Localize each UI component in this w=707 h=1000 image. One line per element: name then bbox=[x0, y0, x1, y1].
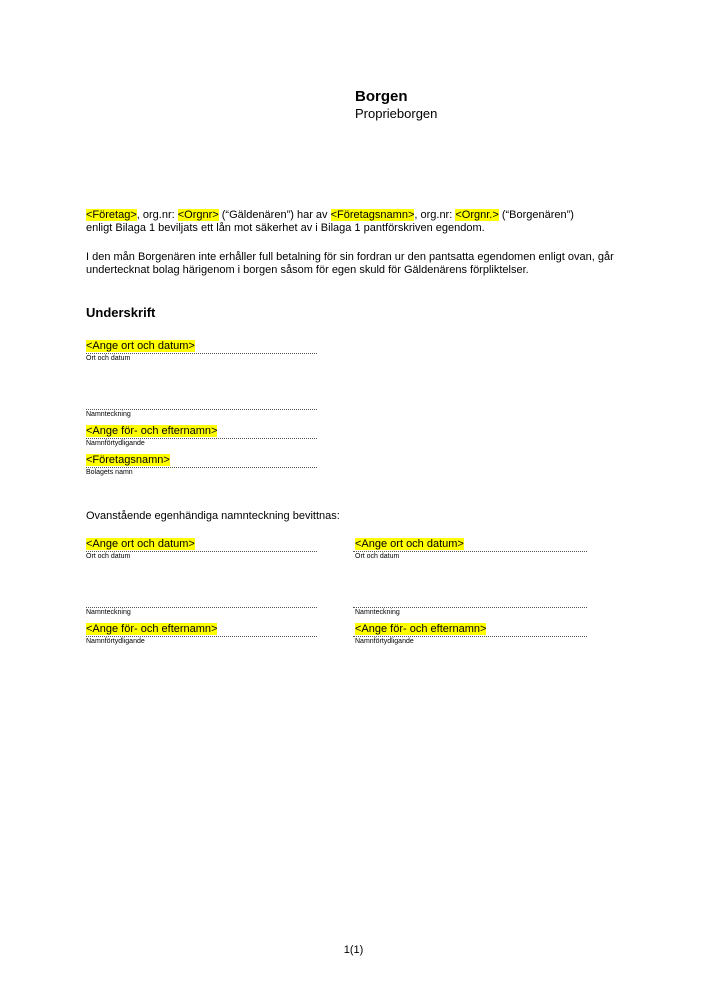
signature-caption: Namnteckning bbox=[86, 411, 131, 418]
witness-intro: Ovanstående egenhändiga namnteckning bevittnas: bbox=[86, 510, 340, 522]
witness-2-name-field[interactable]: <Ange för- och efternamn> bbox=[355, 623, 487, 635]
intro-text-guarantor: (“Borgenären”) bbox=[498, 209, 574, 221]
signature-line[interactable] bbox=[86, 409, 317, 410]
intro-line-2: enligt Bilaga 1 beviljats ett lån mot säkerhet av i Bilaga 1 pantförskriven egendom. bbox=[86, 222, 485, 234]
intro-text-debtor: (“Gäldenären”) har av bbox=[218, 209, 331, 221]
company-name-field[interactable]: <Företagsnamn> bbox=[86, 454, 170, 466]
witness-1-place-date-caption: Ort och datum bbox=[86, 553, 131, 560]
orgnr-2-placeholder[interactable]: <Orgnr.> bbox=[455, 209, 499, 221]
witness-2-signature-caption: Namnteckning bbox=[355, 609, 400, 616]
witness-1-place-date-line bbox=[86, 551, 317, 552]
page-number: 1(1) bbox=[343, 944, 364, 956]
place-date-line bbox=[86, 353, 317, 354]
witness-1-signature-caption: Namnteckning bbox=[86, 609, 131, 616]
signature-heading: Underskrift bbox=[86, 305, 156, 320]
intro-line-1 bbox=[86, 209, 646, 222]
witness-1-name-caption: Namnförtydligande bbox=[86, 638, 145, 645]
company-name-placeholder[interactable]: <Företagsnamn> bbox=[330, 209, 415, 221]
witness-1-signature-line[interactable] bbox=[86, 607, 317, 608]
name-caption: Namnförtydligande bbox=[86, 440, 145, 447]
name-line bbox=[86, 438, 317, 439]
intro-text-orgnr: , org.nr: bbox=[136, 209, 178, 221]
witness-2-place-date-line bbox=[353, 551, 587, 552]
witness-2-signature-line[interactable] bbox=[353, 607, 587, 608]
company-name-line bbox=[86, 467, 317, 468]
document-title: Borgen bbox=[355, 88, 408, 105]
witness-1-name-line bbox=[86, 636, 317, 637]
place-date-caption: Ort och datum bbox=[86, 355, 131, 362]
guarantee-paragraph: I den mån Borgenären inte erhåller full betalning för sin fordran ur den pantsatta egendomen enligt ovan, går undertecknat bolag härigenom i borgen såsom för egen skuld för Gäldenärens förpliktelser. bbox=[86, 251, 614, 276]
witness-1-place-date-field[interactable]: <Ange ort och datum> bbox=[86, 538, 195, 550]
name-field[interactable]: <Ange för- och efternamn> bbox=[86, 425, 218, 437]
orgnr-placeholder[interactable]: <Orgnr> bbox=[177, 209, 219, 221]
witness-2-place-date-caption: Ort och datum bbox=[355, 553, 400, 560]
company-placeholder[interactable]: <Företag> bbox=[86, 209, 137, 221]
document-subtitle: Proprieborgen bbox=[355, 106, 438, 121]
witness-2-name-line bbox=[353, 636, 587, 637]
company-name-caption: Bolagets namn bbox=[86, 469, 133, 476]
place-date-field[interactable]: <Ange ort och datum> bbox=[86, 340, 195, 352]
witness-1-name-field[interactable]: <Ange för- och efternamn> bbox=[86, 623, 218, 635]
intro-paragraph bbox=[86, 209, 646, 235]
intro-text-orgnr-2: , org.nr: bbox=[414, 209, 456, 221]
witness-2-name-caption: Namnförtydligande bbox=[355, 638, 414, 645]
witness-2-place-date-field[interactable]: <Ange ort och datum> bbox=[355, 538, 464, 550]
